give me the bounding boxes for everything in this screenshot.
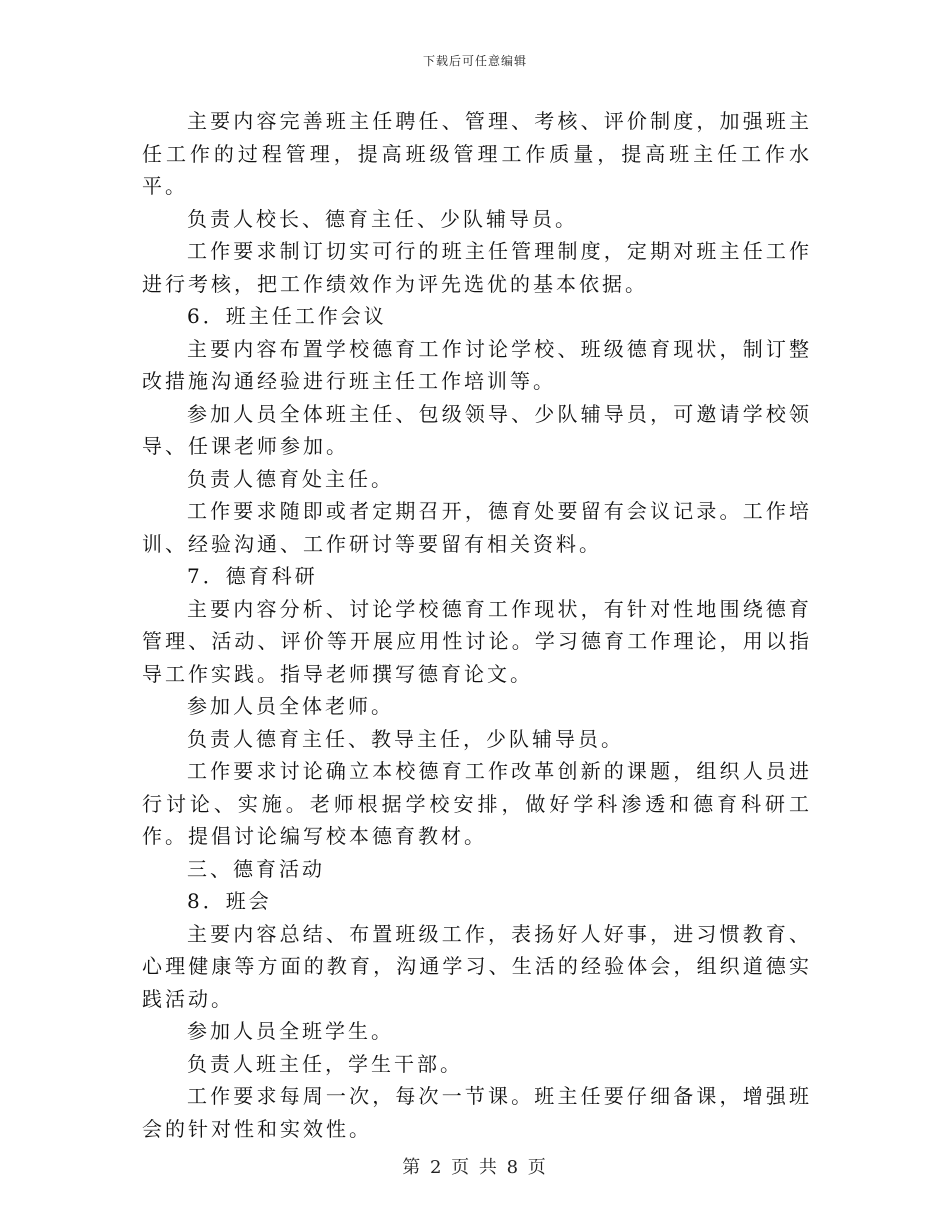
paragraph: 负责人校长、德育主任、少队辅导员。 [187, 206, 578, 231]
paragraph: 主要内容完善班主任聘任、管理、考核、评价制度，加强班主任工作的过程管理，提高班级管理工作质量，提高班主任工作水平。 [142, 109, 812, 198]
paragraph: 主要内容总结、布置班级工作，表扬好人好事，进习惯教育、心理健康等方面的教育，沟通学习、生活的经验体会，组织道德实践活动。 [142, 921, 812, 1011]
paragraph: 负责人德育主任、教导主任，少队辅导员。 [187, 726, 624, 751]
section-heading: 6．班主任工作会议 [187, 304, 387, 328]
page-header: 下载后可任意编辑 [422, 54, 527, 68]
paragraph: 工作要求制订切实可行的班主任管理制度，定期对班主任工作进行考核，把工作绩效作为评先选优的基本依据。 [142, 239, 812, 296]
paragraph: 参加人员全体老师。 [187, 694, 394, 718]
section-heading: 8．班会 [187, 889, 272, 913]
paragraph: 工作要求每周一次，每次一节课。班主任要仔细备课，增强班会的针对性和实效性。 [142, 1084, 812, 1141]
paragraph: 工作要求讨论确立本校德育工作改革创新的课题，组织人员进行讨论、实施。老师根据学校安排，做好学科渗透和德育科研工作。提倡讨论编写校本德育教材。 [142, 759, 812, 848]
paragraph: 负责人班主任，学生干部。 [187, 1051, 463, 1076]
paragraph: 工作要求随即或者定期召开，德育处要留有会议记录。工作培训、经验沟通、工作研讨等要留有相关资料。 [142, 499, 812, 556]
document-body [142, 105, 812, 1145]
paragraph: 主要内容布置学校德育工作讨论学校、班级德育现状，制订整改措施沟通经验进行班主任工作培训等。 [142, 336, 812, 393]
paragraph: 主要内容分析、讨论学校德育工作现状，有针对性地围绕德育管理、活动、评价等开展应用性讨论。学习德育工作理论，用以指导工作实践。指导老师撰写德育论文。 [142, 596, 812, 686]
section-heading: 7．德育科研 [187, 564, 318, 588]
paragraph: 参加人员全班学生。 [187, 1019, 394, 1043]
page-number-footer: 第 2 页 共 8 页 [402, 1157, 548, 1178]
chapter-heading: 三、德育活动 [187, 856, 325, 881]
paragraph: 负责人德育处主任。 [187, 466, 394, 491]
paragraph: 参加人员全体班主任、包级领导、少队辅导员，可邀请学校领导、任课老师参加。 [142, 401, 812, 458]
